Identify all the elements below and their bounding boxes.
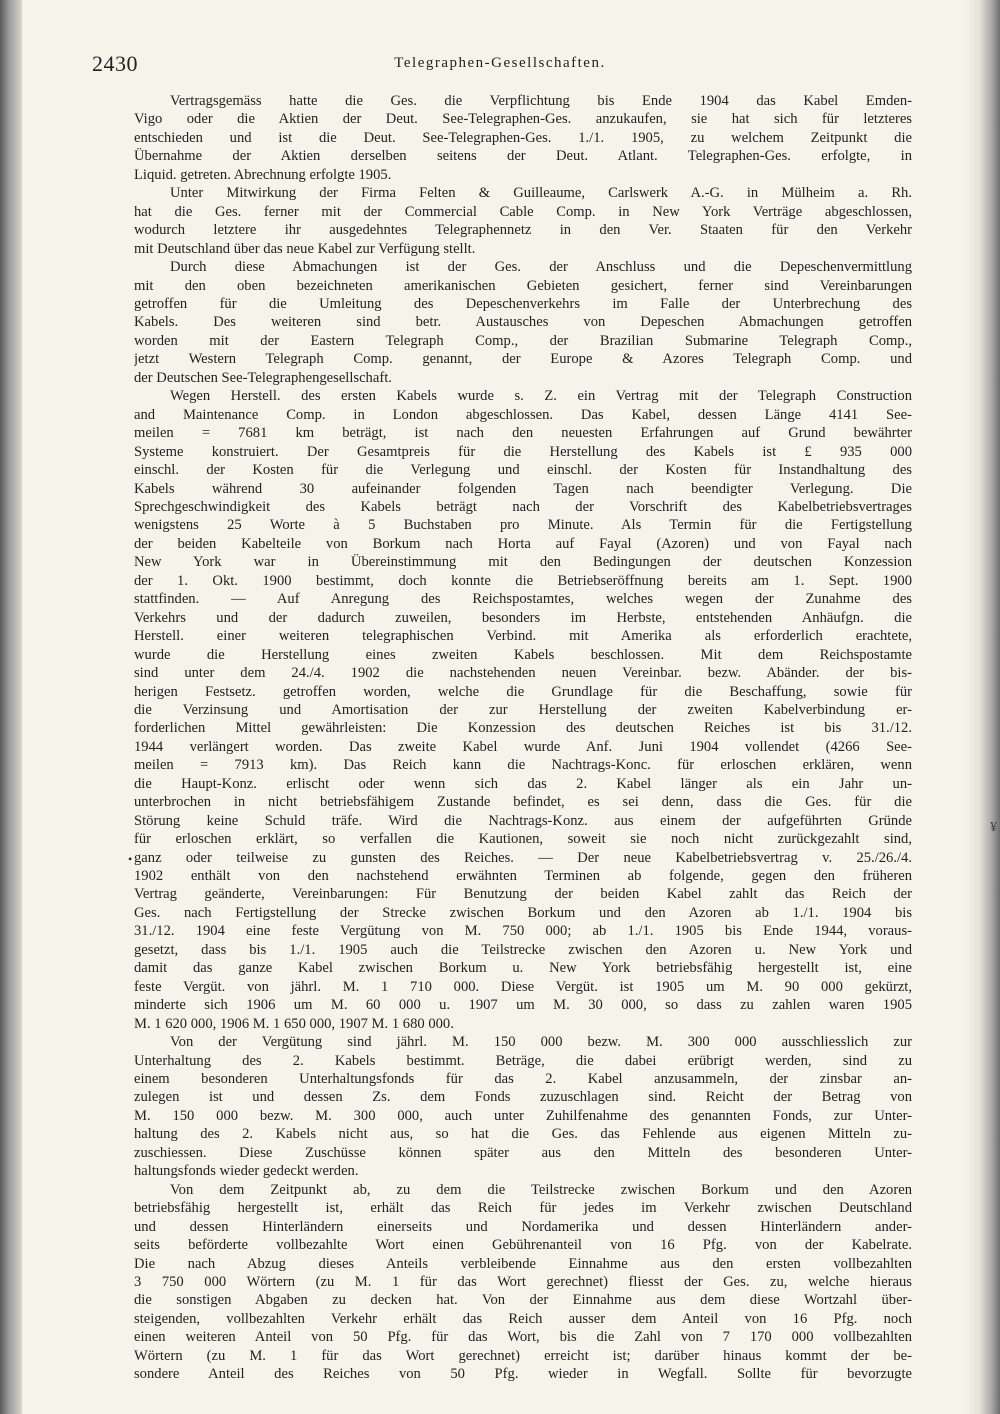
text-line: der Deutschen See-Telegraphengesellschaft. <box>134 369 392 386</box>
text-line: zulegen ist und dessen Zs. dem Fonds zuzuschlagen sind. Reicht der Betrag von <box>134 1089 912 1106</box>
text-line: die Verzinsung und Amortisation der zur Herstellung der zweiten Kabelverbindung er- <box>134 701 912 718</box>
text-line: gesetzt, dass bis 1./1. 1905 auch die Teilstrecke zwischen den Azoren u. New York und <box>134 941 912 958</box>
text-line: getroffen für die Umleitung des Depeschenverkehrs im Falle der Unterbrechung des <box>134 295 912 312</box>
text-line: forderlichen Mittel gewährleisten: Die Konzession des deutschen Reiches ist bis 31./12. <box>134 720 912 737</box>
text-line: Unter Mitwirkung der Firma Felten & Guilleaume, Carlswerk A.-G. in Mülheim a. Rh. <box>170 185 912 202</box>
text-line: minderte sich 1906 um M. 60 000 u. 1907 um M. 30 000, so dass zu zahlen waren 1905 <box>134 997 912 1014</box>
text-line: stattfinden. — Auf Anregung des Reichspostamtes, welches wegen der Zunahme des <box>134 591 912 608</box>
text-line: Wegen Herstell. des ersten Kabels wurde s. Z. ein Vertrag mit der Telegraph Construction <box>170 388 912 405</box>
text-line: Kabels während 30 aufeinander folgenden Tagen nach beendigter Verlegung. Die <box>134 480 912 497</box>
text-line: einen weiteren Anteil von 50 Pfg. für das Wort, bis die Zahl von 7 170 000 vollbezahlten <box>134 1329 912 1346</box>
text-line: worden mit der Eastern Telegraph Comp., der Brazilian Submarine Telegraph Comp., <box>134 332 912 349</box>
text-line: mit den oben bezeichneten amerikanischen Gebieten gesichert, ferner sind Vereinbarungen <box>134 277 912 294</box>
page-number: 2430 <box>92 51 138 76</box>
text-line: Systeme konstruiert. Der Gesamtpreis für die Herstellung des Kabels ist £ 935 000 <box>134 443 912 460</box>
text-line: jetzt Western Telegraph Comp. genannt, der Europe & Azores Telegraph Comp. und <box>134 351 912 368</box>
text-line: Von dem Zeitpunkt ab, zu dem die Teilstrecke zwischen Borkum und den Azoren <box>170 1181 912 1198</box>
text-line: herigen Festsetz. getroffen worden, welche die Grundlage für die Beschaffung, sowie für <box>134 683 912 700</box>
text-line: einem besonderen Unterhaltungsfonds für das 2. Kabel anzusammeln, der zinsbar an- <box>134 1071 912 1088</box>
text-line: Wörtern (zu M. 1 für das Wort gerechnet) erreicht ist; darüber hinaus kommt der be- <box>134 1347 912 1364</box>
text-line: steigenden, vollbezahlten Verkehr erhält das Reich ausser dem Anteil von 16 Pfg. noch <box>134 1310 912 1327</box>
text-line: Herstell. einer weiteren telegraphischen Verbind. mit Amerika als erforderlich erachtete, <box>134 628 912 645</box>
text-line: Vertragsgemäss hatte die Ges. die Verpflichtung bis Ende 1904 das Kabel Emden- <box>170 93 912 109</box>
text-line: der 1. Okt. 1900 bestimmt, doch konnte die Betriebseröffnung bereits am 1. Sept. 1900 <box>134 572 912 589</box>
body-text <box>134 92 912 1384</box>
text-line: Vertrag geänderte, Vereinbarungen: Für Benutzung der beiden Kabel zahlt das Reich der <box>134 886 912 903</box>
text-line: haltungsfonds wieder gedeckt werden. <box>134 1163 359 1180</box>
text-line: Kabels. Des weiteren sind betr. Austausches von Depeschen Abmachungen getroffen <box>134 314 912 331</box>
text-line: meilen = 7681 km beträgt, ist nach den neuesten Erfahrungen auf Grund bewährter <box>134 425 912 442</box>
book-binding-shadow <box>0 0 22 1414</box>
page-edge-shadow <box>966 0 1000 1414</box>
margin-bullet: • <box>128 852 133 866</box>
text-line: die sonstigen Abgaben zu decken hat. Von der Einnahme aus dem diese Wortzahl über- <box>134 1292 912 1309</box>
text-line: entschieden und ist die Deut. See-Telegraphen-Ges. 1./1. 1905, zu welchem Zeitpunkt die <box>134 129 912 146</box>
text-line: betriebsfähig hergestellt ist, erhält das Reich für jedes im Verkehr zwischen Deutschland <box>134 1200 912 1217</box>
text-line: hat die Ges. ferner mit der Commercial Cable Comp. in New York Verträge abgeschlossen, <box>134 203 912 220</box>
text-line: and Maintenance Comp. in London abgeschlossen. Das Kabel, dessen Länge 4141 See- <box>134 406 912 423</box>
text-line: Die nach Abzug dieses Anteils verbleibende Einnahme aus den ersten vollbezahlten <box>134 1255 912 1272</box>
text-line: einschl. der Kosten für die Verlegung und einschl. der Kosten für Instandhaltung des <box>134 462 912 479</box>
text-line: feste Vergüt. von jährl. M. 1 710 000. Diese Vergüt. ist 1905 um M. 90 000 gekürzt, <box>134 978 912 995</box>
text-line: Störung keine Schuld träfe. Wird die Nachtrags-Konz. aus einem der aufgeführten Gründe <box>134 812 912 829</box>
text-line: Von der Vergütung sind jährl. M. 150 000 bezw. M. 300 000 ausschliesslich zur <box>170 1034 912 1051</box>
text-line: Unterhaltung des 2. Kabels bestimmt. Beträge, die dabei erübrigt werden, sind zu <box>134 1052 912 1069</box>
text-line: Übernahme der Aktien derselben seitens der Deut. Atlant. Telegraphen-Ges. erfolgte, in <box>134 148 912 165</box>
text-line: der beiden Kabelteile von Borkum nach Horta auf Fayal (Azoren) und von Fayal nach <box>134 535 912 552</box>
text-line: seits beförderte vollbezahlte Wort einen Gebührenanteil von 16 Pfg. von der Kabelrate. <box>134 1237 912 1254</box>
text-line: 3 750 000 Wörtern (zu M. 1 für das Wort gerechnet) fliesst der Ges. zu, welche hieraus <box>134 1274 912 1290</box>
text-line: wodurch letztere ihr ausgedehntes Telegraphennetz in den Ver. Staaten für den Verkehr <box>134 222 912 239</box>
text-line: wenigstens 25 Worte à 5 Buchstaben pro Minute. Als Termin für die Fertigstellung <box>134 517 912 534</box>
text-line: Liquid. getreten. Abrechnung erfolgte 1905. <box>134 166 392 183</box>
text-line: 1944 verlängert worden. Das zweite Kabel wurde Anf. Juni 1904 vollendet (4266 See- <box>134 738 912 755</box>
text-line: New York war in Übereinstimmung mit den Bedingungen der deutschen Konzession <box>134 554 912 571</box>
text-line: Verkehrs und der dadurch zuweilen, besonders im Herbste, entstehenden Anhäufgn. die <box>134 609 912 626</box>
text-line: M. 1 620 000, 1906 M. 1 650 000, 1907 M. 1 680 000. <box>134 1015 454 1032</box>
text-line: mit Deutschland über das neue Kabel zur Verfügung stellt. <box>134 240 476 257</box>
margin-mark: ¥ <box>990 820 997 835</box>
running-title: Telegraphen-Gesellschaften. <box>394 55 606 71</box>
text-line: und dessen Hinterländern einerseits und Nordamerika und dessen Hinterländern ander- <box>134 1218 912 1235</box>
text-line: sind unter dem 24./4. 1902 die nachstehenden neuen Vereinbar. bezw. Abänder. der bis- <box>134 665 912 682</box>
text-line: haltung des 2. Kabels nicht aus, so hat die Ges. das Fehlende aus eigenen Mitteln zu- <box>134 1126 912 1143</box>
text-line: 1902 enthält von den nachstehend erwähnten Terminen ab folgende, gegen den früheren <box>134 868 912 885</box>
text-line: damit das ganze Kabel zwischen Borkum u. New York betriebsfähig hergestellt ist, eine <box>134 960 912 977</box>
text-line: wurde die Herstellung eines zweiten Kabels beschlossen. Mit dem Reichspostamte <box>134 646 912 663</box>
text-line: sondere Anteil des Reiches von 50 Pfg. wieder in Wegfall. Sollte für bevorzugte <box>134 1366 912 1383</box>
text-line: M. 150 000 bezw. M. 300 000, auch unter Zuhilfenahme des genannten Fonds, zur Unter- <box>134 1107 912 1124</box>
text-line: Ges. nach Fertigstellung der Strecke zwischen Borkum und den Azoren ab 1./1. 1904 bis <box>134 904 912 921</box>
text-line: meilen = 7913 km). Das Reich kann die Nachtrags-Konc. für erloschen erklären, wenn <box>134 757 912 774</box>
text-line: Sprechgeschwindigkeit des Kabels beträgt nach der Vorschrift des Kabelbetriebsvertrages <box>134 498 912 515</box>
text-line: ganz oder teilweise zu gunsten des Reiches. — Der neue Kabelbetriebsvertrag v. 25./26./4. <box>134 849 912 866</box>
text-line: Vigo oder die Aktien der Deut. See-Telegraphen-Ges. anzukaufen, sie hat sich für letzteres <box>134 111 912 128</box>
text-line: für erloschen erklärt, so verfallen die Kautionen, soweit sie noch nicht zurückgezahlt sind, <box>134 831 912 848</box>
text-line: unterbrochen in nicht betriebsfähigem Zustande befindet, es sei denn, dass die Ges. für die <box>134 794 912 811</box>
text-line: zuschiessen. Diese Zuschüsse können später aus den Mitteln des besonderen Unter- <box>134 1144 912 1161</box>
text-line: die Haupt-Konz. erlischt oder wenn sich das 2. Kabel länger als ein Jahr un- <box>134 775 912 792</box>
text-line: Durch diese Abmachungen ist der Ges. der Anschluss und die Depeschenvermittlung <box>170 259 912 276</box>
text-line: 31./12. 1904 eine feste Vergütung von M. 750 000; ab 1./1. 1905 bis Ende 1944, voraus- <box>134 923 912 940</box>
